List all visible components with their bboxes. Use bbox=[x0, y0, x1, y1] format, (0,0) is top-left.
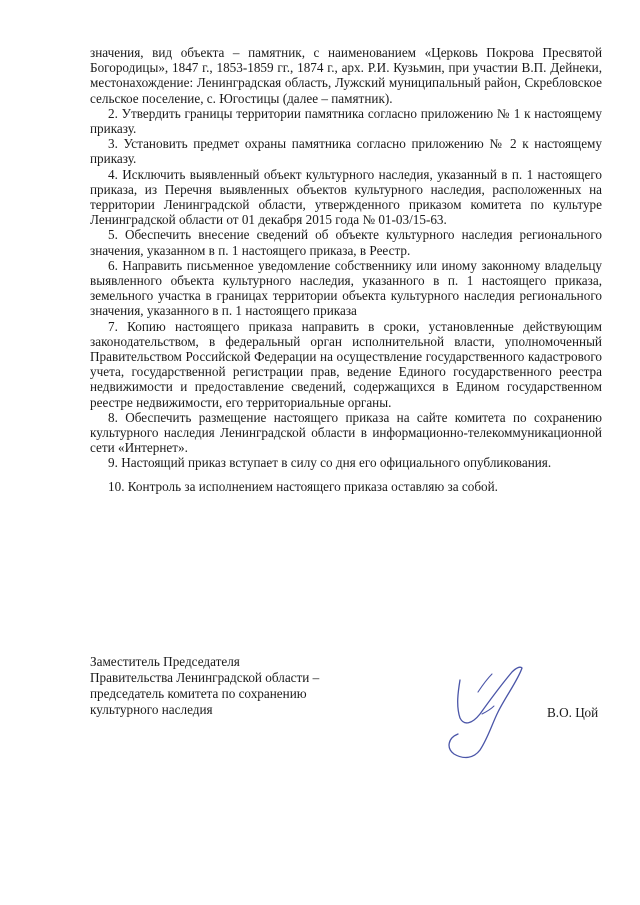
handwritten-signature bbox=[420, 650, 540, 765]
signatory-title bbox=[90, 654, 390, 718]
paragraph-item-6: 6. Направить письменное уведомление собственнику или иному законному владельцу выявленного объекта культурного наследия, указанного в п. 1 настоящего приказа, земельного участка в границах территории объекта культурного наследия регионального значения, указанного в п. 1 настоящего приказа bbox=[90, 257, 602, 319]
signatory-title-line: культурного наследия bbox=[90, 702, 213, 717]
paragraph-item-3: 3. Установить предмет охраны памятника согласно приложению № 2 к настоящему приказу. bbox=[90, 136, 602, 167]
signatory-name: В.О. Цой bbox=[547, 705, 599, 720]
document-body bbox=[90, 45, 602, 494]
paragraph-item-8: 8. Обеспечить размещение настоящего приказа на сайте комитета по сохранению культурного наследия Ленинградской области в информационно-телекоммуникационной сети «Интернет». bbox=[90, 409, 602, 456]
paragraph-item-2: 2. Утвердить границы территории памятника согласно приложению № 1 к настоящему приказу. bbox=[90, 105, 602, 137]
paragraph-item-4: 4. Исключить выявленный объект культурного наследия, указанный в п. 1 настоящего приказа, из Перечня выявленных объектов культурного наследия, расположенных на территории Ленинградской области, утвержденного приказом комитета по культуре Ленинградской области от 01 декабря 2015 года № 01-03/15-63. bbox=[90, 166, 602, 228]
signatory-title-line: Заместитель Председателя bbox=[90, 654, 240, 669]
paragraph-continuation: значения, вид объекта – памятник, с наименованием «Церковь Покрова Пресвятой Богородицы», 1847 г., 1853-1859 гг., 1874 г., арх. Р.И. Кузьмин, при участии В.П. Дейнеки, местонахождение: Ленинградская область, Лужский муниципальный район, Скребловское сельское поселение, с. Югостицы (далее – памятник). bbox=[90, 45, 602, 106]
paragraph-item-5: 5. Обеспечить внесение сведений об объекте культурного наследия регионального значения, указанном в п. 1 настоящего приказа, в Реестр. bbox=[90, 227, 602, 258]
paragraph-item-9: 9. Настоящий приказ вступает в силу со дня его официального опубликования. bbox=[108, 455, 552, 471]
signatory-title-line: председатель комитета по сохранению bbox=[90, 686, 307, 701]
signatory-title-line: Правительства Ленинградской области – bbox=[90, 670, 320, 685]
paragraph-item-7: 7. Копию настоящего приказа направить в сроки, установленные действующим законодательством, в федеральный орган исполнительной власти, уполномоченный Правительством Российской Федерации на осуществление государственного кадастрового учета, государственной регистрации прав, ведение Единого государственного реестра недвижимости и предоставление сведений, содержащихся в Едином государственном реестре недвижимости, его территориальные органы. bbox=[90, 318, 602, 410]
paragraph-item-10: 10. Контроль за исполнением настоящего приказа оставляю за собой. bbox=[108, 478, 498, 494]
